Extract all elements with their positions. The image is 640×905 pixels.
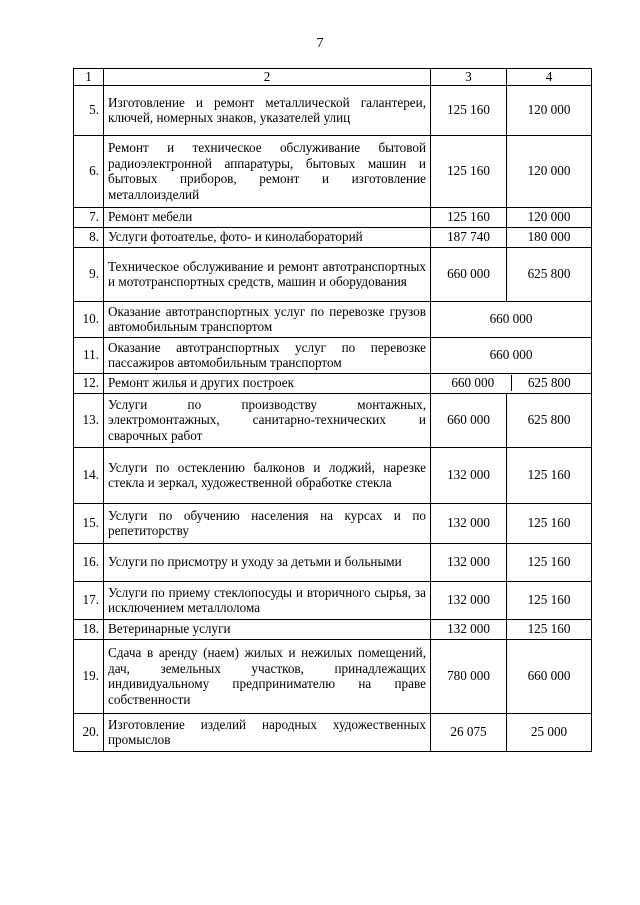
table-row [74, 447, 592, 503]
row-number: 17. [74, 581, 104, 619]
table-row [74, 135, 592, 207]
tariff-table [73, 68, 592, 752]
row-value-col3: 125 160 [431, 85, 507, 135]
row-description: Изготовление и ремонт металлической галантереи, ключей, номерных знаков, указателей улиц [104, 85, 431, 135]
table-row [74, 503, 592, 543]
row-number: 7. [74, 207, 104, 227]
page-number: 7 [316, 36, 324, 51]
row-value-col3: 132 000 [431, 543, 507, 581]
row-value-merged: 660 000 [431, 337, 592, 373]
row-number: 6. [74, 135, 104, 207]
table-row [74, 207, 592, 227]
row-value-merged: 660 000 [431, 301, 592, 337]
table-row [74, 639, 592, 713]
row-description: Техническое обслуживание и ремонт автотранспортных и мототранспортных средств, машин и оборудования [104, 247, 431, 301]
row-number: 13. [74, 393, 104, 447]
table-row [74, 619, 592, 639]
table-row [74, 337, 592, 373]
table-row [74, 247, 592, 301]
row-description: Услуги по приему стеклопосуды и вторичного сырья, за исключением металлолома [104, 581, 431, 619]
row-value-col3: 26 075 [431, 713, 507, 751]
row-value-col4: 625 800 [511, 375, 588, 391]
row-value-col4: 120 000 [507, 135, 592, 207]
row-number: 19. [74, 639, 104, 713]
row-value-col4: 125 160 [507, 581, 592, 619]
row-number: 20. [74, 713, 104, 751]
row-description: Оказание автотранспортных услуг по перевозке пассажиров автомобильным транспортом [104, 337, 431, 373]
row-description: Изготовление изделий народных художественных промыслов [104, 713, 431, 751]
row-number: 9. [74, 247, 104, 301]
row-number: 15. [74, 503, 104, 543]
table-row [74, 713, 592, 751]
row-value-col4: 625 800 [507, 247, 592, 301]
row-value-col4: 125 160 [507, 447, 592, 503]
row-number: 8. [74, 227, 104, 247]
row-value-col3: 132 000 [431, 619, 507, 639]
row-value-col3: 660 000 [431, 247, 507, 301]
header-cell: 4 [507, 69, 592, 86]
row-description: Услуги по присмотру и уходу за детьми и больными [104, 543, 431, 581]
row-description: Услуги по производству монтажных, электромонтажных, санитарно-технических и сварочных работ [104, 393, 431, 447]
table-row [74, 393, 592, 447]
row-description: Сдача в аренду (наем) жилых и нежилых помещений, дач, земельных участков, принадлежащих индивидуальному предпринимателю на праве собственности [104, 639, 431, 713]
header-cell: 2 [104, 69, 431, 86]
row-description: Услуги фотоателье, фото- и кинолабораторий [104, 227, 431, 247]
row-value-col4: 125 160 [507, 543, 592, 581]
row-description: Услуги по остеклению балконов и лоджий, нарезке стекла и зеркал, художественной обработке стекла [104, 447, 431, 503]
table-row [74, 543, 592, 581]
row-value-col4: 120 000 [507, 207, 592, 227]
table-row [74, 373, 592, 393]
row-description: Услуги по обучению населения на курсах и по репетиторству [104, 503, 431, 543]
header-cell: 1 [74, 69, 104, 86]
row-description: Ветеринарные услуги [104, 619, 431, 639]
row-number: 5. [74, 85, 104, 135]
row-value-col3: 125 160 [431, 135, 507, 207]
row-value-col3: 132 000 [431, 503, 507, 543]
row-description: Ремонт и техническое обслуживание бытовой радиоэлектронной аппаратуры, бытовых машин и бытовых приборов, ремонт и изготовление металлоизделий [104, 135, 431, 207]
row-value-col4: 625 800 [507, 393, 592, 447]
row-value-col4: 180 000 [507, 227, 592, 247]
row-description: Ремонт мебели [104, 207, 431, 227]
row-value-col4: 125 160 [507, 619, 592, 639]
table-row [74, 301, 592, 337]
row-number: 18. [74, 619, 104, 639]
table-row [74, 85, 592, 135]
row-number: 11. [74, 337, 104, 373]
row-description: Ремонт жилья и других построек [104, 373, 431, 393]
row-value-split [431, 373, 592, 393]
row-value-col3: 125 160 [431, 207, 507, 227]
row-value-col3: 660 000 [431, 393, 507, 447]
header-cell: 3 [431, 69, 507, 86]
row-value-col3: 780 000 [431, 639, 507, 713]
row-value-col4: 125 160 [507, 503, 592, 543]
row-description: Оказание автотранспортных услуг по перевозке грузов автомобильным транспортом [104, 301, 431, 337]
row-value-col3: 187 740 [431, 227, 507, 247]
table-row [74, 227, 592, 247]
row-value-col3: 132 000 [431, 447, 507, 503]
row-value-col3: 132 000 [431, 581, 507, 619]
row-value-col3: 660 000 [451, 375, 495, 391]
row-number: 12. [74, 373, 104, 393]
row-number: 16. [74, 543, 104, 581]
row-number: 14. [74, 447, 104, 503]
row-value-col4: 25 000 [507, 713, 592, 751]
table-row [74, 581, 592, 619]
header-row [74, 69, 592, 86]
row-value-col4: 120 000 [507, 85, 592, 135]
row-value-col4: 660 000 [507, 639, 592, 713]
row-number: 10. [74, 301, 104, 337]
